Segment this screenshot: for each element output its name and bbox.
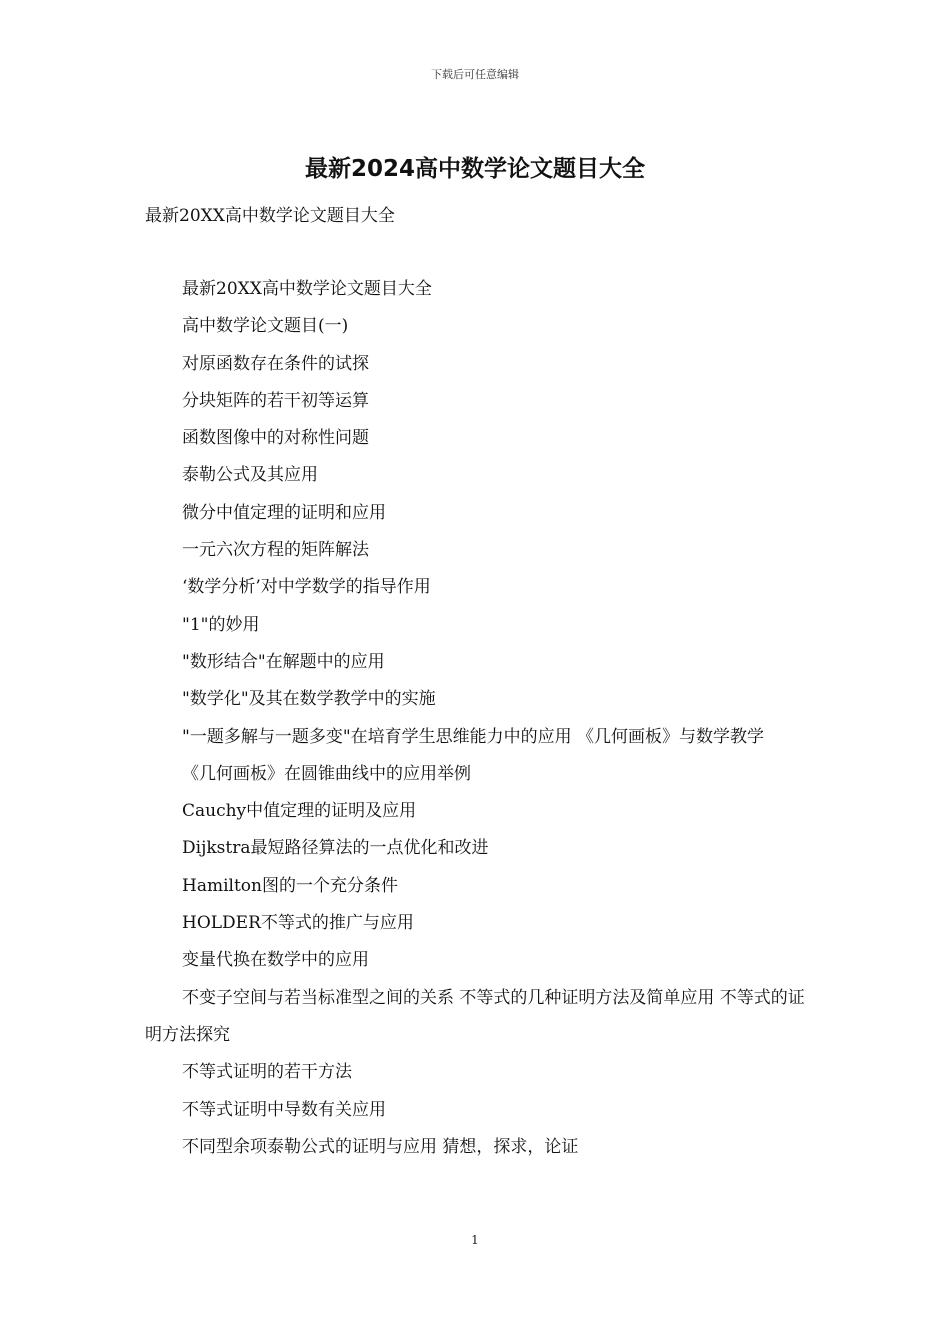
- paragraph: Cauchy中值定理的证明及应用: [182, 801, 417, 822]
- paragraph: 变量代换在数学中的应用: [182, 950, 369, 971]
- paragraph: "1"的妙用: [182, 614, 260, 635]
- paragraph: ‘数学分析’对中学数学的指导作用: [182, 577, 431, 598]
- paragraph: 最新20XX高中数学论文题目大全: [182, 279, 432, 299]
- paragraph: 高中数学论文题目(一): [182, 316, 349, 337]
- paragraph: HOLDER不等式的推广与应用: [182, 913, 414, 934]
- paragraph: Hamilton图的一个充分条件: [182, 875, 398, 896]
- paragraph: "数学化"及其在数学教学中的实施: [182, 689, 436, 710]
- page-number: 1: [471, 1233, 479, 1247]
- paragraph: 微分中值定理的证明和应用: [182, 502, 386, 523]
- paragraph: Dijkstra最短路径算法的一点优化和改进: [182, 838, 489, 859]
- paragraph: 《几何画板》在圆锥曲线中的应用举例: [182, 763, 471, 784]
- document-title: 最新2024高中数学论文题目大全: [304, 156, 645, 182]
- header-note: 下载后可任意编辑: [431, 68, 519, 81]
- document-body: [145, 271, 810, 1166]
- paragraph: 不等式证明的若干方法: [182, 1062, 352, 1083]
- document-subtitle: 最新20XX高中数学论文题目大全: [145, 206, 395, 226]
- paragraph: 一元六次方程的矩阵解法: [182, 540, 369, 561]
- paragraph: 不等式证明中导数有关应用: [182, 1099, 386, 1120]
- paragraph: 不变子空间与若当标准型之间的关系 不等式的几种证明方法及简单应用 不等式的证明方法探究: [145, 987, 805, 1045]
- paragraph: 分块矩阵的若干初等运算: [182, 390, 369, 411]
- paragraph: "数形结合"在解题中的应用: [182, 651, 385, 672]
- paragraph: 函数图像中的对称性问题: [182, 428, 369, 449]
- paragraph: "一题多解与一题多变"在培育学生思维能力中的应用 《几何画板》与数学教学: [182, 726, 765, 747]
- paragraph: 泰勒公式及其应用: [182, 465, 318, 486]
- paragraph: 对原函数存在条件的试探: [182, 353, 369, 374]
- paragraph: 不同型余项泰勒公式的证明与应用 猜想，探求，论证: [182, 1136, 579, 1157]
